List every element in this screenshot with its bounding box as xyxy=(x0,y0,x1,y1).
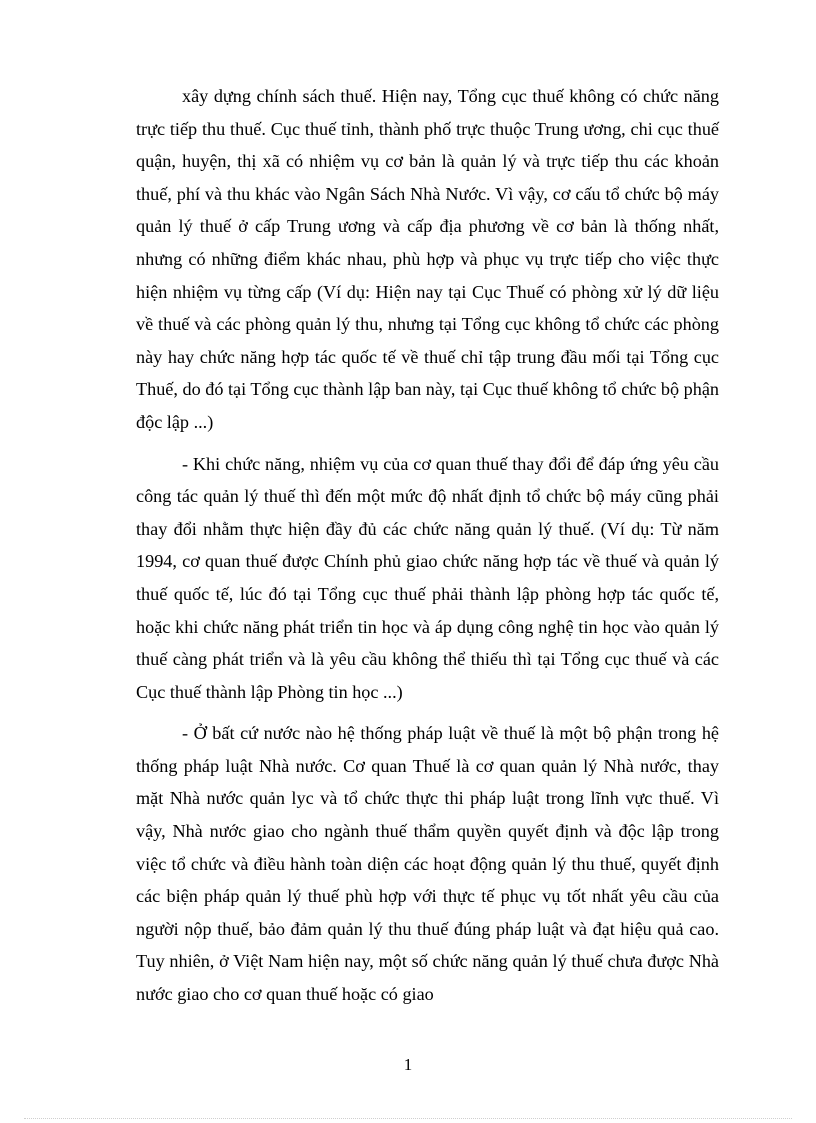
page-bottom-border xyxy=(24,1118,792,1119)
paragraph-function-change: - Khi chức năng, nhiệm vụ của cơ quan thuế thay đổi để đáp ứng yêu cầu công tác quản lý thuế thì đến một mức độ nhất định tổ chức bộ máy cũng phải thay đổi nhằm thực hiện đầy đủ các chức năng quản lý thuế. (Ví dụ: Từ năm 1994, cơ quan thuế được Chính phủ giao chức năng hợp tác về thuế và quản lý thuế quốc tế, lúc đó tại Tổng cục thuế phải thành lập phòng hợp tác quốc tế, hoặc khi chức năng phát triển tin học và áp dụng công nghệ tin học vào quản lý thuế càng phát triển và là yêu cầu không thể thiếu thì tại Tổng cục thuế và các Cục thuế thành lập Phòng tin học ...) xyxy=(136,453,719,702)
paragraph-continuation: xây dựng chính sách thuế. Hiện nay, Tổng cục thuế không có chức năng trực tiếp thu thuế. Cục thuế tỉnh, thành phố trực thuộc Trung ương, chi cục thuế quận, huyện, thị xã có nhiệm vụ cơ bản là quản lý và trực tiếp thu các khoản thuế, phí và thu khác vào Ngân Sách Nhà Nước. Vì vậy, cơ cấu tổ chức bộ máy quản lý thuế ở cấp Trung ương và cấp địa phương về cơ bản là thống nhất, nhưng có những điểm khác nhau, phù hợp và phục vụ trực tiếp cho việc thực hiện nhiệm vụ từng cấp (Ví dụ: Hiện nay tại Cục Thuế có phòng xử lý dữ liệu về thuế và các phòng quản lý thu, nhưng tại Tổng cục không tổ chức các phòng này hay chức năng hợp tác quốc tế về thuế chỉ tập trung đầu mối tại Tổng cục Thuế, do đó tại Tổng cục thành lập ban này, tại Cục thuế không tổ chức bộ phận độc lập ...) xyxy=(136,86,719,432)
page-number: 1 xyxy=(403,1055,413,1074)
paragraph-legal-system: - Ở bất cứ nước nào hệ thống pháp luật về thuế là một bộ phận trong hệ thống pháp luật Nhà nước. Cơ quan Thuế là cơ quan quản lý Nhà nước, thay mặt Nhà nước quản lyc và tổ chức thực thi pháp luật trong lĩnh vực thuế. Vì vậy, Nhà nước giao cho ngành thuế thẩm quyền quyết định và độc lập trong việc tổ chức và điều hành toàn diện các hoạt động quản lý thu thuế, quyết định các biện pháp quản lý thuế phù hợp với thực tế phục vụ tốt nhất yêu cầu của người nộp thuế, bảo đảm quản lý thu thuế đúng pháp luật và đạt hiệu quả cao. Tuy nhiên, ở Việt Nam hiện nay, một số chức năng quản lý thuế chưa được Nhà nước giao cho cơ quan thuế hoặc có giao xyxy=(136,723,719,1005)
body-text xyxy=(136,80,719,1020)
